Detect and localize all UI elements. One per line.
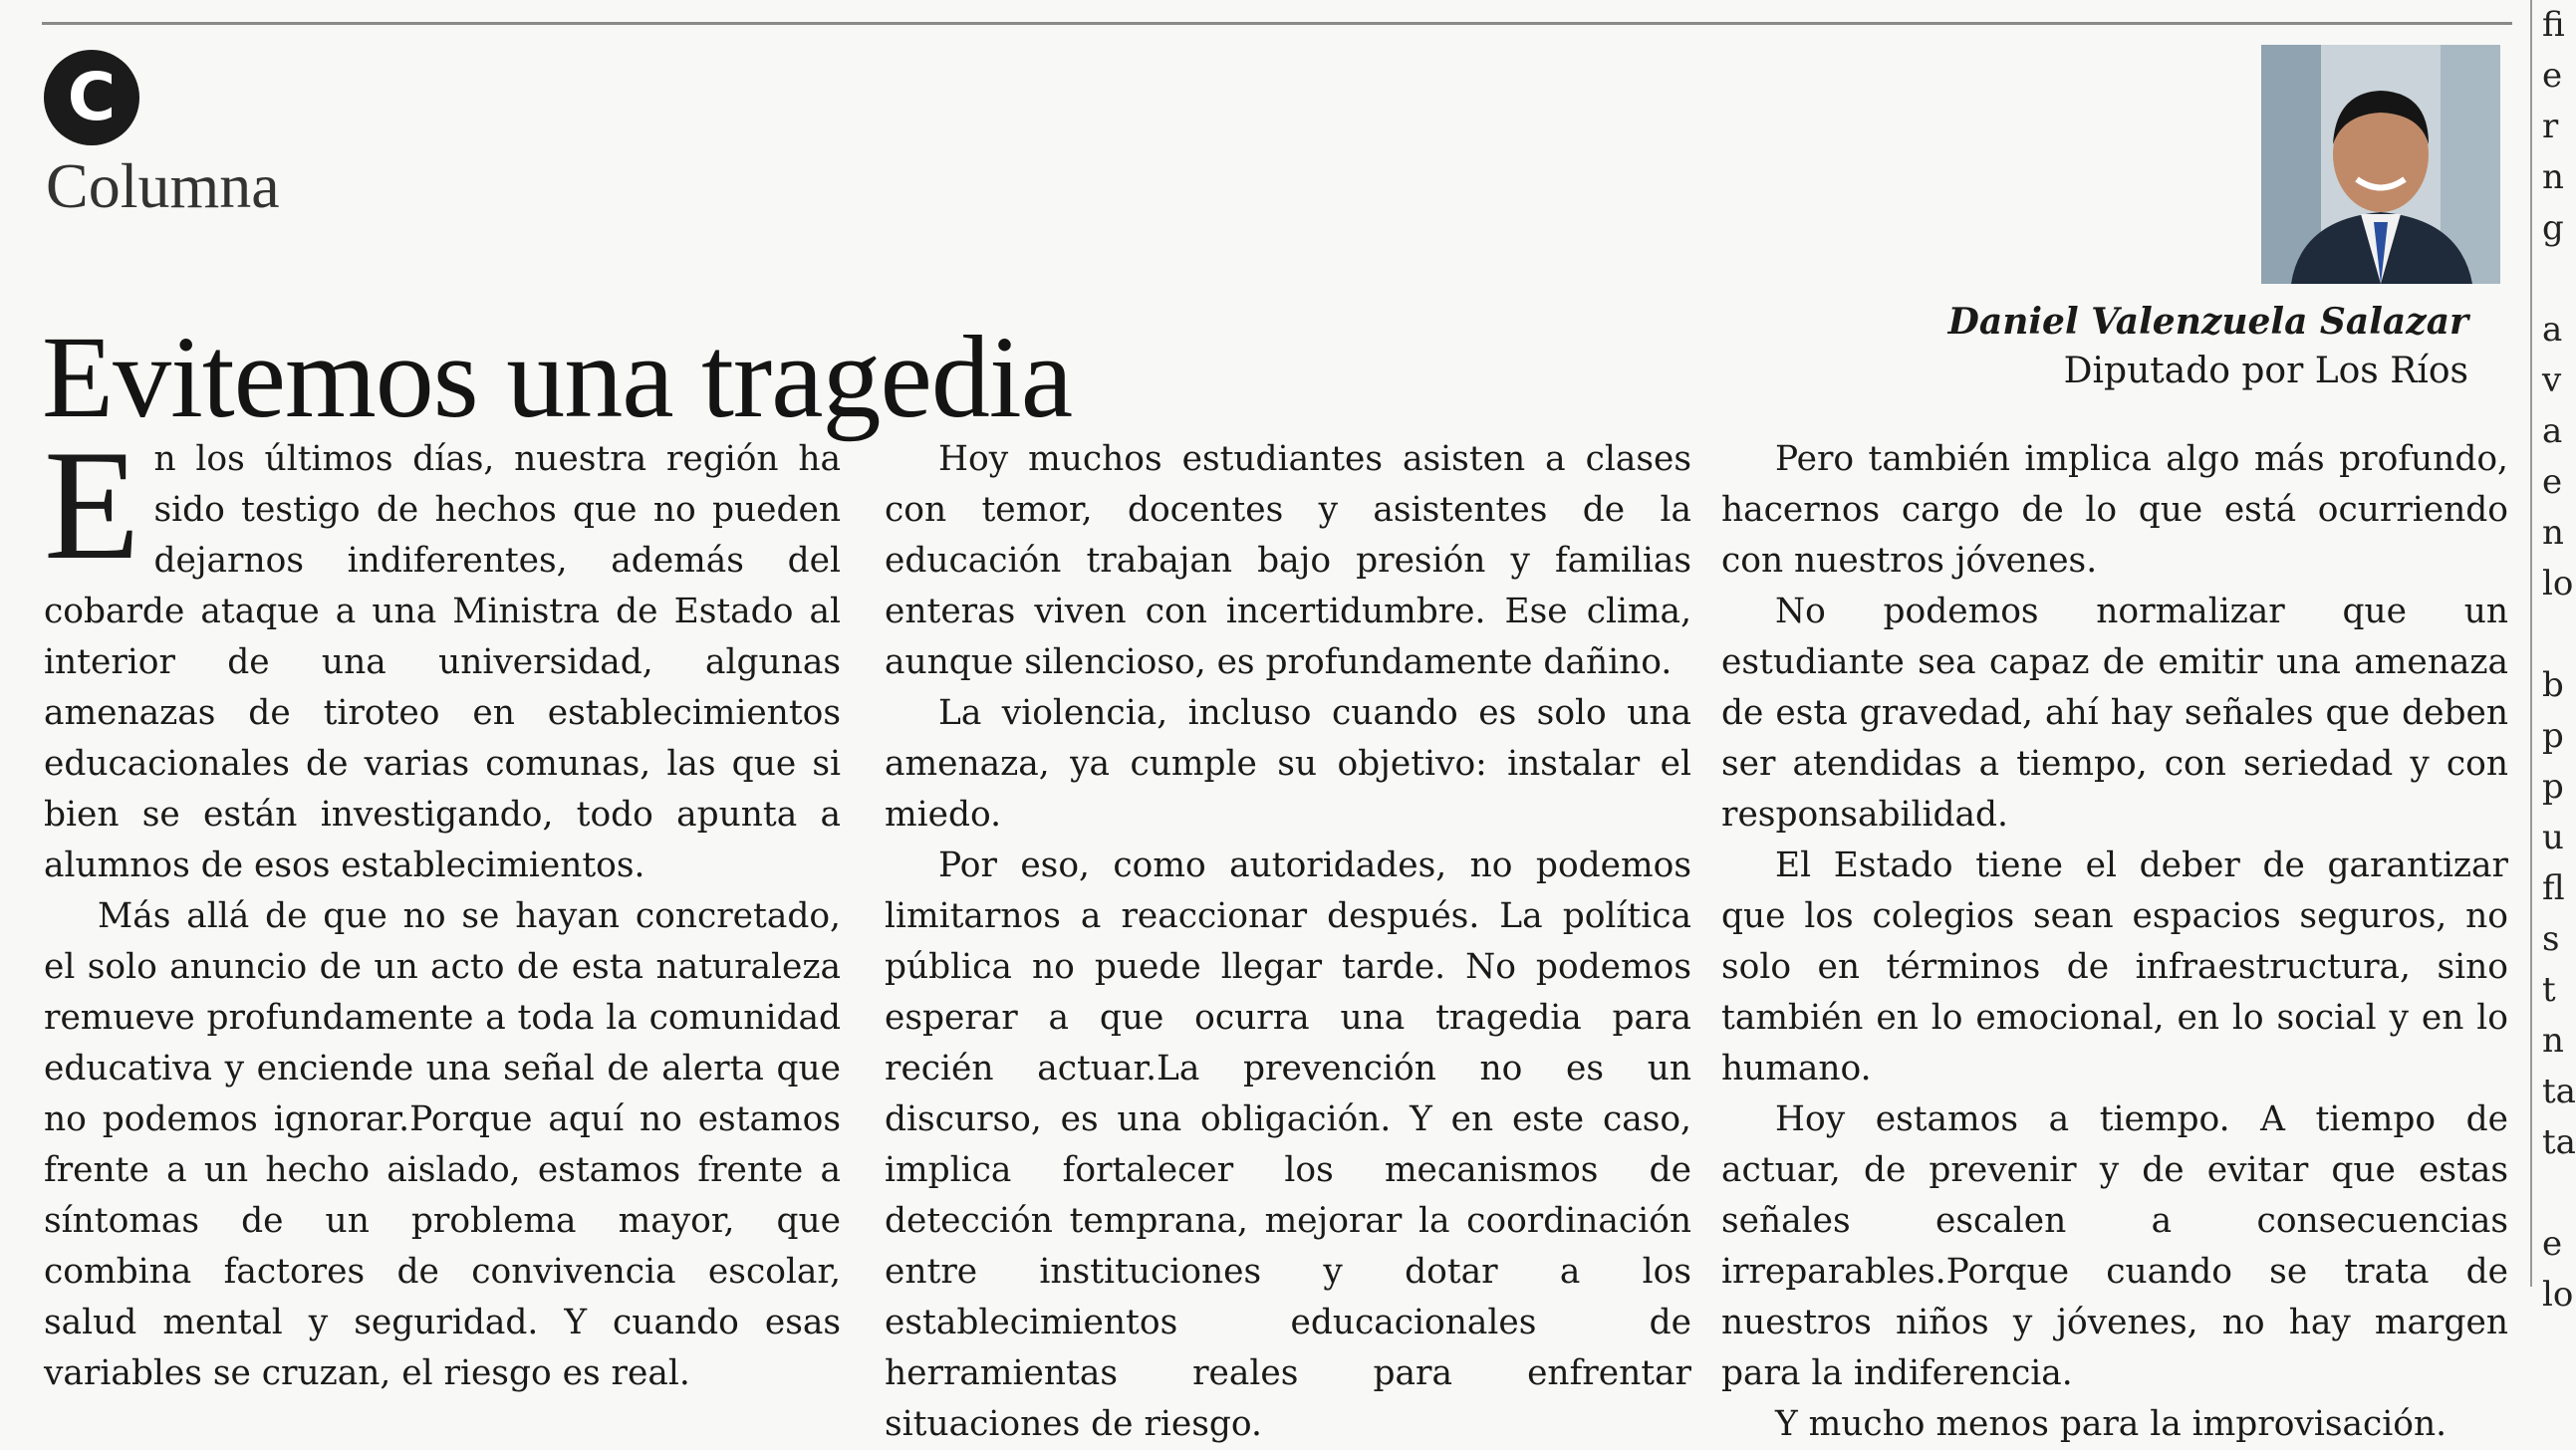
neighbor-line: e bbox=[2542, 56, 2563, 96]
headline: Evitemos una tragedia bbox=[42, 312, 1073, 442]
author-role: Diputado por Los Ríos bbox=[2063, 351, 2468, 392]
paragraph: Más allá de que no se hayan concretado, el solo anuncio de un acto de esta naturaleza remueve profundamente a toda la comunidad educativa y enciende una señal de alerta que no podemos ignorar.Porque aquí no estamos frente a un hecho aislado, estamos frente a síntomas de un problema mayor, que combina factores de convivencia escolar, salud mental y seguridad. Y cuando esas variables se cruzan, el riesgo es real. bbox=[44, 896, 841, 1393]
neighbor-line: e bbox=[2542, 1224, 2563, 1264]
neighbor-line: p bbox=[2542, 716, 2564, 756]
author-portrait-icon bbox=[2261, 45, 2500, 284]
paragraph: La violencia, incluso cuando es solo una amenaza, ya cumple su objetivo: instalar el miedo. bbox=[885, 693, 1691, 835]
article-column-1 bbox=[44, 418, 841, 1399]
article-column-2 bbox=[885, 434, 1691, 1450]
paragraph: El Estado tiene el deber de garantizar que los colegios sean espacios seguros, no solo en términos de infraestructura, sino también en lo emocional, en lo social y en lo humano. bbox=[1721, 846, 2508, 1088]
paragraph-text: n los últimos días, nuestra región ha sido testigo de hechos que no pueden dejarnos indiferentes, además del cobarde ataque a una Ministra de Estado al interior de una universidad, algunas amenazas de tiroteo en establecimientos educacionales de varias comunas, las que si bien se están investigando, todo apunta a alumnos de esos establecimientos. bbox=[44, 439, 841, 885]
neighbor-line: s bbox=[2542, 919, 2560, 959]
dropcap: E bbox=[44, 418, 140, 593]
paragraph bbox=[44, 418, 841, 891]
author-name: Daniel Valenzuela Salazar bbox=[1947, 301, 2468, 343]
neighbor-line: e bbox=[2542, 462, 2563, 502]
neighbor-line: v bbox=[2542, 361, 2562, 400]
neighbor-line: u bbox=[2542, 818, 2564, 857]
logo-letter: C bbox=[67, 59, 117, 135]
neighbor-line: ta bbox=[2542, 1072, 2576, 1111]
author-byline bbox=[1948, 297, 2468, 397]
neighbor-line: n bbox=[2542, 157, 2564, 197]
neighbor-line: p bbox=[2542, 767, 2564, 807]
section-label: Columna bbox=[46, 150, 280, 221]
neighbor-line: t bbox=[2542, 970, 2556, 1010]
neighbor-line: b bbox=[2542, 665, 2564, 705]
neighbor-line: lo bbox=[2542, 1275, 2574, 1315]
neighbor-line bbox=[2542, 254, 2558, 305]
neighbor-line: fl bbox=[2542, 868, 2565, 908]
neighbor-line: r bbox=[2542, 107, 2559, 146]
paragraph: Pero también implica algo más profundo, hacernos cargo de lo que está ocurriendo con nuestros jóvenes. bbox=[1721, 439, 2508, 581]
paragraph: Y mucho menos para la improvisación. bbox=[1775, 1404, 2447, 1444]
neighbor-line: ta bbox=[2542, 1122, 2576, 1162]
neighbor-line: a bbox=[2542, 411, 2563, 451]
paragraph: Hoy estamos a tiempo. A tiempo de actuar, de prevenir y de evitar que estas señales escalen a consecuencias irreparables.Porque cuando se trata de nuestros niños y jóvenes, no hay margen para la indiferencia. bbox=[1721, 1099, 2508, 1393]
column-divider bbox=[2530, 0, 2532, 1287]
neighbor-line bbox=[2542, 1168, 2558, 1219]
neighbor-line: a bbox=[2542, 310, 2563, 350]
paragraph: Hoy muchos estudiantes asisten a clases con temor, docentes y asistentes de la educación trabajan bajo presión y familias enteras viven con incertidumbre. Ese clima, aunque silencioso, es profundamente dañino. bbox=[885, 439, 1691, 682]
neighbor-line: fi bbox=[2542, 5, 2565, 45]
paragraph: No podemos normalizar que un estudiante sea capaz de emitir una amenaza de esta gravedad, ahí hay señales que deben ser atendidas a tiempo, con seriedad y con responsabilidad. bbox=[1721, 592, 2508, 835]
author-photo bbox=[2261, 45, 2500, 284]
paragraph: Por eso, como autoridades, no podemos limitarnos a reaccionar después. La política pública no puede llegar tarde. No podemos esperar a que ocurra una tragedia para recién actuar.La prevención no es un discurso, es una obligación. Y en este caso, implica fortalecer los mecanismos de detección temprana, mejorar la coordinación entre instituciones y dotar a los establecimientos educacionales de herramientas reales para enfrentar situaciones de riesgo. bbox=[885, 846, 1691, 1444]
article-column-3 bbox=[1721, 434, 2508, 1450]
neighbor-column-fragment bbox=[2542, 0, 2576, 1321]
top-rule bbox=[42, 22, 2512, 25]
neighbor-line: n bbox=[2542, 1021, 2564, 1061]
neighbor-line: lo bbox=[2542, 564, 2574, 604]
neighbor-line: g bbox=[2542, 208, 2564, 248]
column-logo-icon bbox=[44, 50, 139, 145]
neighbor-line: n bbox=[2542, 513, 2564, 553]
neighbor-line bbox=[2542, 609, 2558, 660]
